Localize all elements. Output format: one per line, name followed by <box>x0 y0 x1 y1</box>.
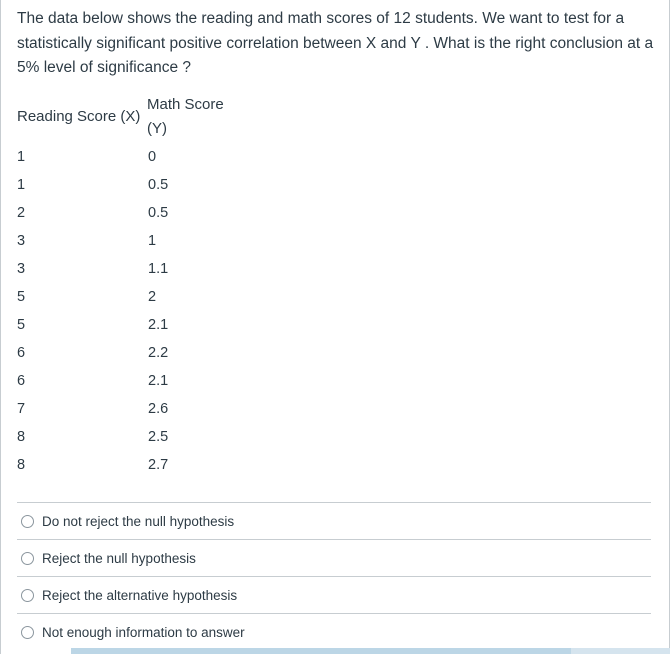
table-row <box>17 255 247 283</box>
bottom-scroll-thumb[interactable] <box>71 648 571 654</box>
table-row <box>17 367 247 395</box>
math-score-cell: 1.1 <box>148 261 169 277</box>
answer-option[interactable] <box>17 576 651 613</box>
math-score-cell: 2 <box>148 289 157 305</box>
math-score-cell: 2.1 <box>148 317 169 333</box>
table-header-row <box>17 91 247 143</box>
question-text: The data below shows the reading and math scores of 12 students. We want to test for a statistically significant positive correlation between X and Y . What is the right conclusion at a 5% level of significance ? <box>17 10 654 76</box>
table-row <box>17 311 247 339</box>
table-row <box>17 227 247 255</box>
radio-button[interactable] <box>21 552 34 565</box>
reading-score-cell: 6 <box>17 373 26 389</box>
table-row <box>17 339 247 367</box>
math-score-cell: 2.2 <box>148 345 169 361</box>
table-row <box>17 283 247 311</box>
table-row <box>17 395 247 423</box>
answer-label: Not enough information to answer <box>42 624 245 640</box>
table-row <box>17 451 247 479</box>
answer-option[interactable] <box>17 539 651 576</box>
reading-score-cell: 3 <box>17 261 26 277</box>
math-score-cell: 2.5 <box>148 429 169 445</box>
scores-table <box>17 91 247 479</box>
answer-label: Reject the alternative hypothesis <box>42 587 238 603</box>
answer-label: Do not reject the null hypothesis <box>42 513 235 529</box>
reading-score-cell: 8 <box>17 457 26 473</box>
table-row <box>17 199 247 227</box>
answer-option[interactable] <box>17 502 651 539</box>
reading-score-cell: 7 <box>17 401 26 417</box>
header-math-score-label: Math Score (Y) <box>147 96 224 137</box>
reading-score-cell: 8 <box>17 429 26 445</box>
table-row <box>17 143 247 171</box>
radio-button[interactable] <box>21 626 34 639</box>
header-math-score <box>147 91 247 143</box>
bottom-scroll-track <box>71 648 670 654</box>
reading-score-cell: 6 <box>17 345 26 361</box>
answer-option[interactable] <box>17 613 651 650</box>
answer-label: Reject the null hypothesis <box>42 550 196 566</box>
table-row <box>17 171 247 199</box>
radio-button[interactable] <box>21 515 34 528</box>
reading-score-cell: 3 <box>17 233 26 249</box>
reading-score-cell: 2 <box>17 205 26 221</box>
math-score-cell: 0.5 <box>148 205 169 221</box>
reading-score-cell: 5 <box>17 289 26 305</box>
math-score-cell: 1 <box>148 233 157 249</box>
math-score-cell: 2.6 <box>148 401 169 417</box>
reading-score-cell: 1 <box>17 177 26 193</box>
math-score-cell: 0 <box>148 149 157 165</box>
header-reading-score: Reading Score (X) <box>17 108 141 125</box>
reading-score-cell: 5 <box>17 317 26 333</box>
radio-button[interactable] <box>21 589 34 602</box>
math-score-cell: 0.5 <box>148 177 169 193</box>
answer-options <box>17 502 651 650</box>
reading-score-cell: 1 <box>17 149 26 165</box>
table-body <box>17 143 247 479</box>
math-score-cell: 2.7 <box>148 457 169 473</box>
table-row <box>17 423 247 451</box>
math-score-cell: 2.1 <box>148 373 169 389</box>
